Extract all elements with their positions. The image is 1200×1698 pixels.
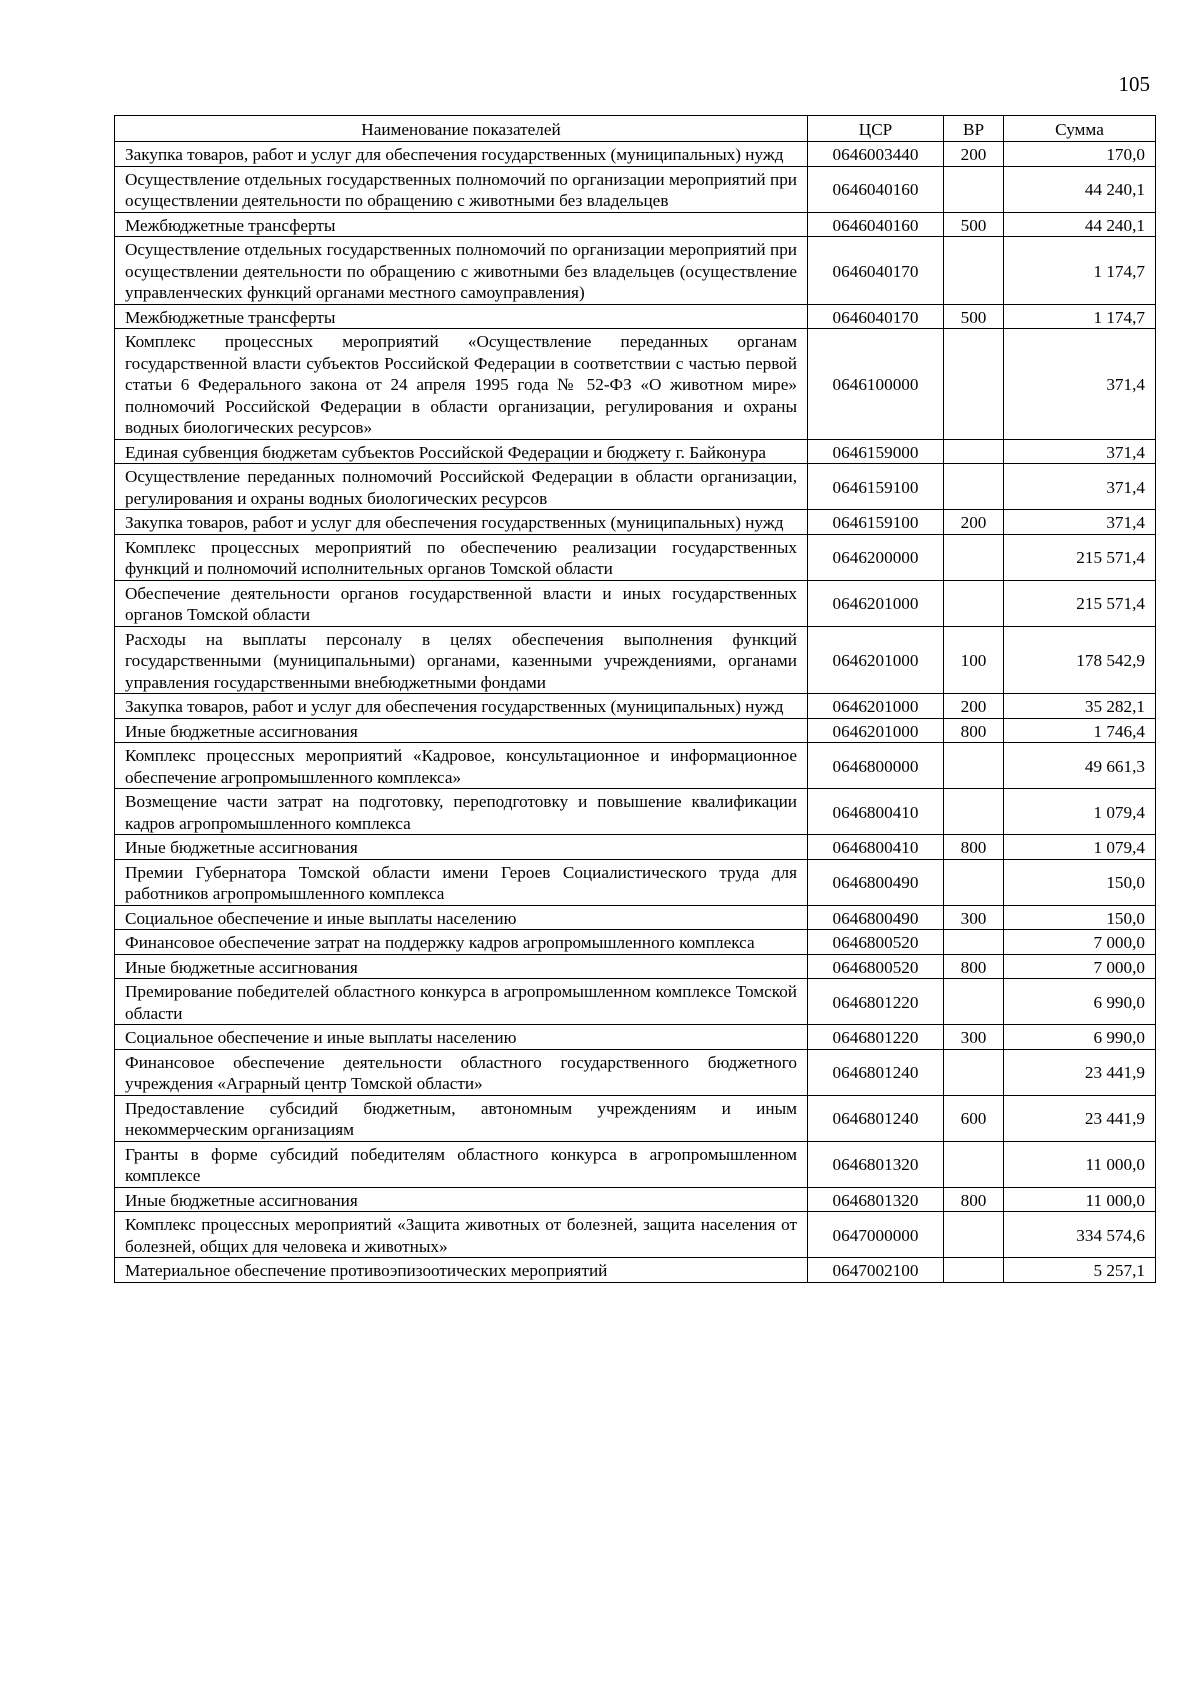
row-csr-cell: 0646800490: [808, 859, 944, 905]
row-sum-cell: 371,4: [1004, 439, 1156, 464]
row-vr-cell: [944, 1212, 1004, 1258]
row-name-cell: Социальное обеспечение и иные выплаты населению: [115, 905, 808, 930]
row-vr-cell: 300: [944, 1025, 1004, 1050]
row-vr-cell: [944, 329, 1004, 440]
row-sum-cell: 1 079,4: [1004, 835, 1156, 860]
row-name-cell: Комплекс процессных мероприятий «Осуществление переданных органам государственной власти субъектов Российской Федерации в соответствии с частью первой статьи 6 Федерального закона от 24 апреля 1995 года № 52-ФЗ «О животном мире» полномочий Российской Федерации в области организации, регулирования и охраны водных биологических ресурсов»: [115, 329, 808, 440]
row-sum-cell: 7 000,0: [1004, 954, 1156, 979]
row-csr-cell: 0646003440: [808, 142, 944, 167]
row-csr-cell: 0646040160: [808, 212, 944, 237]
row-vr-cell: [944, 743, 1004, 789]
row-name-cell: Осуществление отдельных государственных полномочий по организации мероприятий при осуществлении деятельности по обращению с животными без владельцев: [115, 166, 808, 212]
row-name-cell: Расходы на выплаты персоналу в целях обеспечения выполнения функций государственными (муниципальными) органами, казенными учреждениями, органами управления государственными внебюджетными фондами: [115, 626, 808, 694]
row-vr-cell: [944, 979, 1004, 1025]
table-row: [115, 859, 1156, 905]
table-row: [115, 1025, 1156, 1050]
row-csr-cell: 0646159000: [808, 439, 944, 464]
row-sum-cell: 371,4: [1004, 510, 1156, 535]
header-name: Наименование показателей: [115, 116, 808, 142]
table-row: [115, 142, 1156, 167]
row-sum-cell: 35 282,1: [1004, 694, 1156, 719]
row-name-cell: Предоставление субсидий бюджетным, автономным учреждениям и иным некоммерческим организациям: [115, 1095, 808, 1141]
budget-table: [114, 115, 1156, 1283]
row-sum-cell: 150,0: [1004, 859, 1156, 905]
table-row: [115, 718, 1156, 743]
header-sum: Сумма: [1004, 116, 1156, 142]
table-row: [115, 464, 1156, 510]
row-name-cell: Иные бюджетные ассигнования: [115, 718, 808, 743]
row-name-cell: Комплекс процессных мероприятий «Защита животных от болезней, защита населения от болезней, общих для человека и животных»: [115, 1212, 808, 1258]
row-name-cell: Межбюджетные трансферты: [115, 212, 808, 237]
row-sum-cell: 23 441,9: [1004, 1095, 1156, 1141]
row-vr-cell: [944, 439, 1004, 464]
table-row: [115, 1212, 1156, 1258]
row-vr-cell: 200: [944, 142, 1004, 167]
row-vr-cell: 200: [944, 510, 1004, 535]
row-vr-cell: [944, 1258, 1004, 1283]
row-csr-cell: 0646801320: [808, 1141, 944, 1187]
row-csr-cell: 0646800520: [808, 930, 944, 955]
row-vr-cell: 500: [944, 304, 1004, 329]
row-vr-cell: 200: [944, 694, 1004, 719]
row-name-cell: Финансовое обеспечение деятельности областного государственного бюджетного учреждения «Аграрный центр Томской области»: [115, 1049, 808, 1095]
row-name-cell: Закупка товаров, работ и услуг для обеспечения государственных (муниципальных) нужд: [115, 142, 808, 167]
row-name-cell: Материальное обеспечение противоэпизоотических мероприятий: [115, 1258, 808, 1283]
row-name-cell: Иные бюджетные ассигнования: [115, 835, 808, 860]
table-row: [115, 954, 1156, 979]
row-sum-cell: 170,0: [1004, 142, 1156, 167]
row-csr-cell: 0646801220: [808, 979, 944, 1025]
row-name-cell: Возмещение части затрат на подготовку, переподготовку и повышение квалификации кадров агропромышленного комплекса: [115, 789, 808, 835]
table-row: [115, 743, 1156, 789]
row-vr-cell: [944, 1141, 1004, 1187]
row-vr-cell: 800: [944, 718, 1004, 743]
row-sum-cell: 44 240,1: [1004, 212, 1156, 237]
table-row: [115, 1258, 1156, 1283]
row-csr-cell: 0646201000: [808, 694, 944, 719]
row-csr-cell: 0646201000: [808, 580, 944, 626]
row-sum-cell: 371,4: [1004, 329, 1156, 440]
table-row: [115, 166, 1156, 212]
row-vr-cell: 600: [944, 1095, 1004, 1141]
table-row: [115, 694, 1156, 719]
row-name-cell: Осуществление отдельных государственных полномочий по организации мероприятий при осуществлении деятельности по обращению с животными без владельцев (осуществление управленческих функций органами местного самоуправления): [115, 237, 808, 305]
row-csr-cell: 0646800410: [808, 835, 944, 860]
row-sum-cell: 1 079,4: [1004, 789, 1156, 835]
table-row: [115, 789, 1156, 835]
row-sum-cell: 334 574,6: [1004, 1212, 1156, 1258]
row-vr-cell: [944, 580, 1004, 626]
row-vr-cell: [944, 789, 1004, 835]
row-csr-cell: 0646800410: [808, 789, 944, 835]
row-vr-cell: 500: [944, 212, 1004, 237]
row-name-cell: Иные бюджетные ассигнования: [115, 954, 808, 979]
row-csr-cell: 0647000000: [808, 1212, 944, 1258]
table-header-row: [115, 116, 1156, 142]
row-name-cell: Премии Губернатора Томской области имени Героев Социалистического труда для работников агропромышленного комплекса: [115, 859, 808, 905]
row-sum-cell: 6 990,0: [1004, 979, 1156, 1025]
row-sum-cell: 215 571,4: [1004, 580, 1156, 626]
row-csr-cell: 0646800520: [808, 954, 944, 979]
row-name-cell: Единая субвенция бюджетам субъектов Российской Федерации и бюджету г. Байконура: [115, 439, 808, 464]
table-row: [115, 534, 1156, 580]
row-sum-cell: 1 174,7: [1004, 304, 1156, 329]
row-sum-cell: 178 542,9: [1004, 626, 1156, 694]
row-name-cell: Гранты в форме субсидий победителям областного конкурса в агропромышленном комплексе: [115, 1141, 808, 1187]
row-csr-cell: 0646040170: [808, 304, 944, 329]
header-vr: ВР: [944, 116, 1004, 142]
row-vr-cell: [944, 166, 1004, 212]
row-csr-cell: 0646100000: [808, 329, 944, 440]
row-csr-cell: 0646201000: [808, 718, 944, 743]
row-vr-cell: 100: [944, 626, 1004, 694]
table-row: [115, 905, 1156, 930]
row-name-cell: Комплекс процессных мероприятий по обеспечению реализации государственных функций и полномочий исполнительных органов Томской области: [115, 534, 808, 580]
row-sum-cell: 1 746,4: [1004, 718, 1156, 743]
row-vr-cell: 800: [944, 1187, 1004, 1212]
row-csr-cell: 0646801320: [808, 1187, 944, 1212]
row-sum-cell: 371,4: [1004, 464, 1156, 510]
table-row: [115, 304, 1156, 329]
row-vr-cell: [944, 464, 1004, 510]
row-csr-cell: 0646800000: [808, 743, 944, 789]
row-csr-cell: 0646800490: [808, 905, 944, 930]
row-csr-cell: 0646159100: [808, 510, 944, 535]
table-row: [115, 580, 1156, 626]
row-csr-cell: 0646801220: [808, 1025, 944, 1050]
table-row: [115, 835, 1156, 860]
row-sum-cell: 44 240,1: [1004, 166, 1156, 212]
row-vr-cell: [944, 237, 1004, 305]
row-sum-cell: 150,0: [1004, 905, 1156, 930]
row-csr-cell: 0646040160: [808, 166, 944, 212]
row-name-cell: Закупка товаров, работ и услуг для обеспечения государственных (муниципальных) нужд: [115, 694, 808, 719]
row-csr-cell: 0646040170: [808, 237, 944, 305]
row-sum-cell: 6 990,0: [1004, 1025, 1156, 1050]
row-vr-cell: [944, 1049, 1004, 1095]
table-row: [115, 1049, 1156, 1095]
table-row: [115, 237, 1156, 305]
table-row: [115, 930, 1156, 955]
row-name-cell: Осуществление переданных полномочий Российской Федерации в области организации, регулирования и охраны водных биологических ресурсов: [115, 464, 808, 510]
row-name-cell: Межбюджетные трансферты: [115, 304, 808, 329]
row-vr-cell: [944, 534, 1004, 580]
row-vr-cell: [944, 930, 1004, 955]
row-name-cell: Финансовое обеспечение затрат на поддержку кадров агропромышленного комплекса: [115, 930, 808, 955]
row-sum-cell: 215 571,4: [1004, 534, 1156, 580]
row-vr-cell: 300: [944, 905, 1004, 930]
row-sum-cell: 49 661,3: [1004, 743, 1156, 789]
header-csr: ЦСР: [808, 116, 944, 142]
table-row: [115, 1095, 1156, 1141]
row-vr-cell: [944, 859, 1004, 905]
table-row: [115, 979, 1156, 1025]
row-csr-cell: 0646159100: [808, 464, 944, 510]
row-csr-cell: 0646801240: [808, 1095, 944, 1141]
row-sum-cell: 23 441,9: [1004, 1049, 1156, 1095]
row-csr-cell: 0646201000: [808, 626, 944, 694]
row-sum-cell: 7 000,0: [1004, 930, 1156, 955]
row-name-cell: Премирование победителей областного конкурса в агропромышленном комплексе Томской области: [115, 979, 808, 1025]
row-name-cell: Закупка товаров, работ и услуг для обеспечения государственных (муниципальных) нужд: [115, 510, 808, 535]
page-number: 105: [1118, 72, 1150, 96]
row-vr-cell: 800: [944, 835, 1004, 860]
row-csr-cell: 0646200000: [808, 534, 944, 580]
row-csr-cell: 0647002100: [808, 1258, 944, 1283]
row-name-cell: Комплекс процессных мероприятий «Кадровое, консультационное и информационное обеспечение агропромышленного комплекса»: [115, 743, 808, 789]
row-name-cell: Социальное обеспечение и иные выплаты населению: [115, 1025, 808, 1050]
row-sum-cell: 11 000,0: [1004, 1141, 1156, 1187]
row-vr-cell: 800: [944, 954, 1004, 979]
row-sum-cell: 5 257,1: [1004, 1258, 1156, 1283]
row-sum-cell: 1 174,7: [1004, 237, 1156, 305]
row-csr-cell: 0646801240: [808, 1049, 944, 1095]
row-sum-cell: 11 000,0: [1004, 1187, 1156, 1212]
table-row: [115, 329, 1156, 440]
table-row: [115, 1187, 1156, 1212]
table-row: [115, 439, 1156, 464]
table-row: [115, 1141, 1156, 1187]
table-row: [115, 212, 1156, 237]
table-body: [115, 142, 1156, 1283]
row-name-cell: Иные бюджетные ассигнования: [115, 1187, 808, 1212]
row-name-cell: Обеспечение деятельности органов государственной власти и иных государственных органов Томской области: [115, 580, 808, 626]
table-row: [115, 510, 1156, 535]
table-row: [115, 626, 1156, 694]
